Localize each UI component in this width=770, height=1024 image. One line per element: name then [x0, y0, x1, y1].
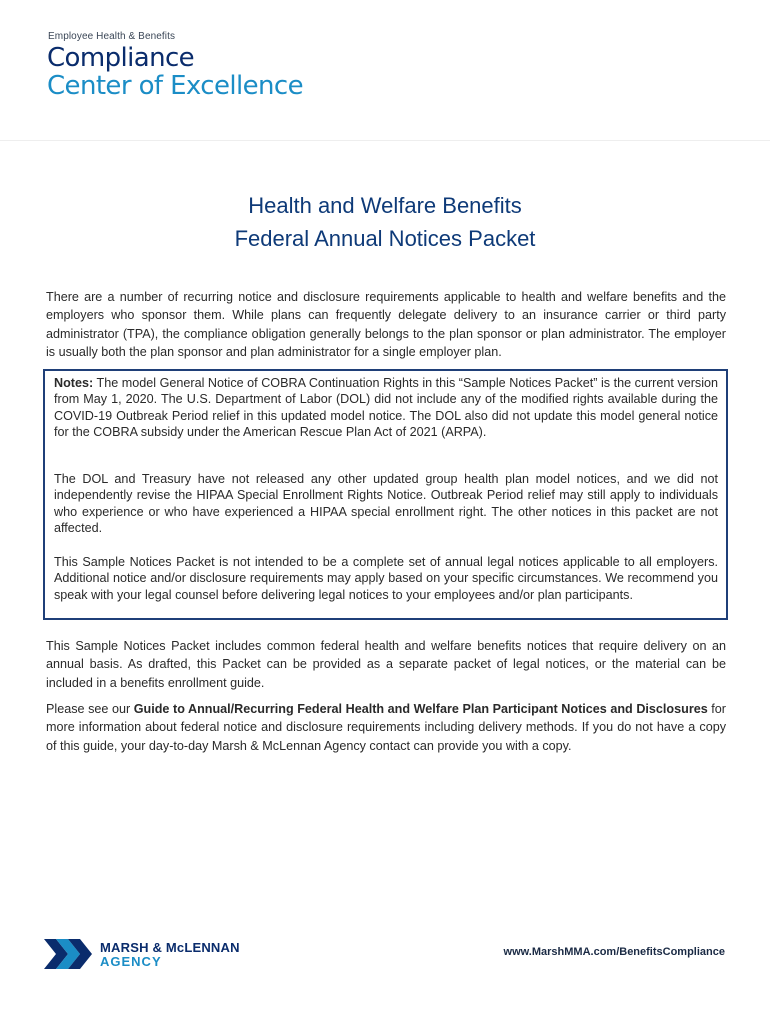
- guide-text-before: Please see our: [46, 702, 134, 716]
- header-band: [0, 0, 770, 141]
- footer-url-link[interactable]: www.MarshMMA.com/BenefitsCompliance: [503, 946, 725, 958]
- logo-text-line-1: MARSH & McLENNAN: [100, 940, 240, 955]
- guide-title: Guide to Annual/Recurring Federal Health and Welfare Plan Participant Notices and Disclosures: [133, 702, 708, 716]
- guide-text-after: for more information about federal notice and disclosure requirements including delivery methods. If you do not have a copy of this guide, your day-to-day Marsh & McLennan Agency contact can provide you with a copy.: [46, 702, 727, 753]
- packet-paragraph: This Sample Notices Packet includes common federal health and welfare benefits notices that require delivery on an annual basis. As drafted, this Packet can be provided as a separate packet of legal notices, or the material can be included in a benefits enrollment guide.: [46, 639, 726, 690]
- guide-paragraph: [46, 700, 726, 755]
- logo-mark-icon: [44, 937, 94, 971]
- notes-paragraph-2: The DOL and Treasury have not released any other updated group health plan model notices, and we did not independently revise the HIPAA Special Enrollment Rights Notice. Outbreak Period relief may still apply to individuals who experience or who have experienced a HIPAA special enrollment right. The other notices in this packet are not affected.: [54, 472, 718, 535]
- intro-paragraph: There are a number of recurring notice and disclosure requirements applicable to health and welfare benefits and the employers who sponsor them. While plans can frequently delegate delivery to an insurance carrier or third party administrator (TPA), the compliance obligation generally belongs to the plan sponsor or plan administrator. The employer is usually both the plan sponsor and plan administrator for a single employer plan.: [46, 290, 726, 360]
- logo-text-line-2: AGENCY: [100, 954, 162, 969]
- notes-box: [43, 369, 728, 620]
- notes-paragraph-3: This Sample Notices Packet is not intended to be a complete set of annual legal notices applicable to all employers. Additional notice and/or disclosure requirements may apply based on your specific circumstances. We recommend you speak with your legal counsel before delivering legal notices to your employees and/or plan participants.: [54, 555, 718, 602]
- notes-text-1: The model General Notice of COBRA Continuation Rights in this “Sample Notices Packet” is the current version from May 1, 2020. The U.S. Department of Labor (DOL) did not include any of the modified rights available during the COVID-19 Outbreak Period relief in this updated model notice. The DOL also did not update this model general notice for the COBRA subsidy under the American Rescue Plan Act of 2021 (ARPA).: [54, 376, 718, 439]
- document-title-line-1: Health and Welfare Benefits: [248, 193, 522, 218]
- notes-label: Notes:: [54, 376, 94, 390]
- notes-paragraph-1: [54, 375, 718, 440]
- brand-title-line-1: Compliance: [47, 43, 195, 73]
- brand-title-line-2: Center of Excellence: [47, 71, 303, 101]
- header-kicker: Employee Health & Benefits: [48, 31, 176, 42]
- company-logo: [44, 937, 254, 971]
- document-title-line-2: Federal Annual Notices Packet: [234, 226, 536, 251]
